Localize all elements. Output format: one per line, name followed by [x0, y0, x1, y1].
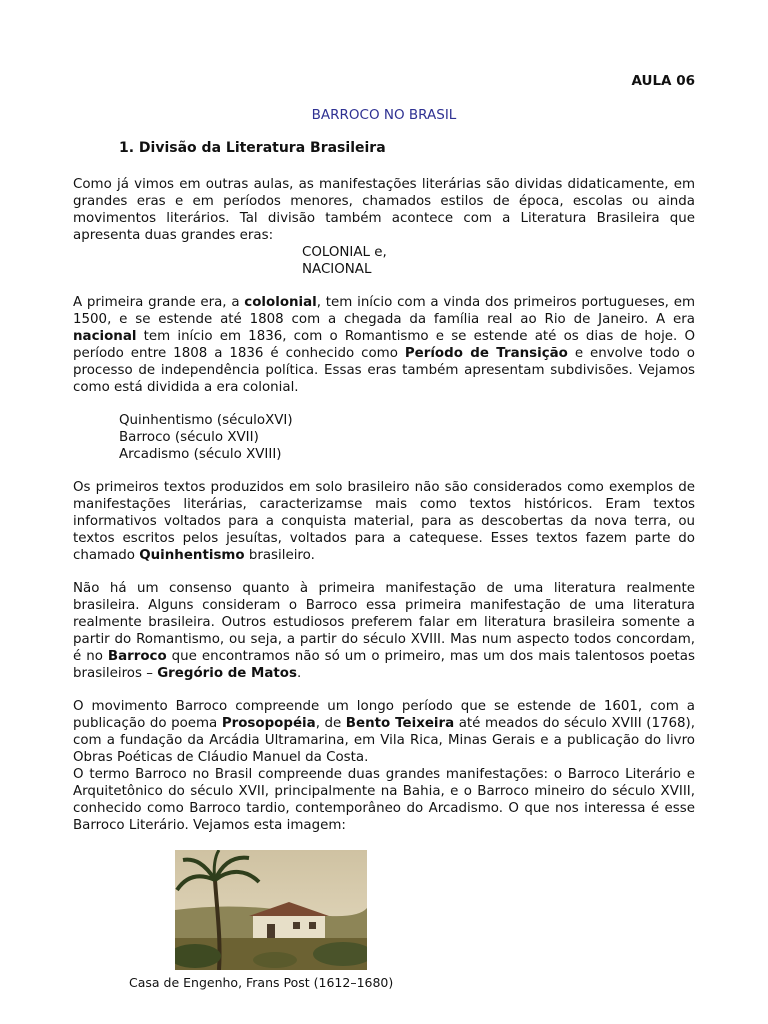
text-run: que encontramos não só um o primeiro, mas um dos mais talentosos poetas brasileiros –: [73, 649, 695, 681]
paragraph-movimento: [73, 698, 695, 766]
lesson-label: AULA 06: [631, 73, 695, 89]
text-run: A primeira grande era, a: [73, 295, 245, 310]
document-body: [73, 176, 695, 850]
period-item: Quinhentismo (séculoXVI): [119, 413, 293, 428]
era-colonial: COLONIAL e,: [302, 245, 387, 260]
bold-term-transicao: Período de Transição: [404, 346, 568, 361]
painting-illustration: [175, 850, 367, 970]
bold-term-bento-teixeira: Bento Teixeira: [345, 716, 455, 731]
text-run: O movimento Barroco compreende um longo período que se estende de 1601, com a publicação do poema: [73, 699, 695, 731]
text-run: Os primeiros textos produzidos em solo brasileiro não são considerados como exemplos de manifestações literárias, caracterizamse mais como textos históricos. Eram textos informativos voltados para a conquista material, para as descobertas da nova terra, ou textos escritos pelos jesuítas, voltados para a catequese. Esses textos fazem parte do chamado: [73, 480, 695, 563]
period-item: Arcadismo (século XVIII): [119, 447, 282, 462]
text-run: tem início em 1836, com o Romantismo e se estende até os dias de hoje. O período entre 1808 a 1836 é conhecido como: [73, 329, 695, 361]
document-title: BARROCO NO BRASIL: [311, 107, 457, 123]
section-heading: 1. Divisão da Literatura Brasileira: [119, 140, 386, 156]
text-run: , tem início com a vinda dos primeiros portugueses, em 1500, e se estende até 1808 com a chegada da família real ao Rio de Janeiro. A era: [73, 295, 695, 327]
paragraph-eras: [73, 294, 695, 396]
bold-term-nacional: nacional: [73, 329, 137, 344]
text-run: Não há um consenso quanto à primeira manifestação de uma literatura realmente brasileira. Alguns consideram o Barroco essa primeira manifestação de uma literatura realmente brasileira. Outros estudiosos preferem falar em literatura brasileira somente a partir do Romantismo, ou seja, a partir do século XVIII. Mas num aspecto todos concordam, é no: [73, 581, 695, 664]
bold-term-colonial: cololonial: [244, 295, 317, 310]
text-run: brasileiro.: [244, 548, 315, 563]
figure-caption: Casa de Engenho, Frans Post (1612–1680): [129, 975, 394, 990]
text-run: e envolve todo o processo de independência política. Essas eras também apresentam subdivisões. Vejamos como está dividida a era colonial.: [73, 346, 695, 395]
bold-term-prosopopeia: Prosopopéia: [221, 716, 316, 731]
paragraph-termo: O termo Barroco no Brasil compreende duas grandes manifestações: o Barroco Literário e Arquitetônico do século XVII, principalmente na Bahia, e o Barroco mineiro do século XVIII, conhecido como Barroco tardio, contemporâneo do Arcadismo. O que nos interessa é esse Barroco Literário. Vejamos esta imagem:: [73, 767, 695, 833]
text-run: , de: [315, 716, 346, 731]
bold-term-barroco: Barroco: [107, 649, 167, 664]
era-nacional: NACIONAL: [302, 262, 372, 277]
painting-image: [175, 850, 367, 970]
eras-list: [73, 244, 695, 278]
bold-term-quinhentismo: Quinhentismo: [139, 548, 245, 563]
paragraph-consenso: [73, 580, 695, 682]
text-run: .: [296, 666, 302, 681]
text-run: até meados do século XVIII (1768), com a fundação da Arcádia Ultramarina, em Vila Rica, Minas Gerais e a publicação do livro Obras Poéticas de Cláudio Manuel da Costa.: [73, 716, 696, 765]
periods-list: [73, 412, 695, 463]
bold-term-gregorio: Gregório de Matos: [157, 666, 297, 681]
period-item: Barroco (século XVII): [119, 430, 259, 445]
paragraph-intro: Como já vimos em outras aulas, as manifestações literárias são dividas didaticamente, em grandes eras e em períodos menores, chamados estilos de época, escolas ou ainda movimentos literários. Tal divisão também acontece com a Literatura Brasileira que apresenta duas grandes eras:: [73, 177, 695, 243]
paragraph-quinhentismo: [73, 479, 695, 564]
